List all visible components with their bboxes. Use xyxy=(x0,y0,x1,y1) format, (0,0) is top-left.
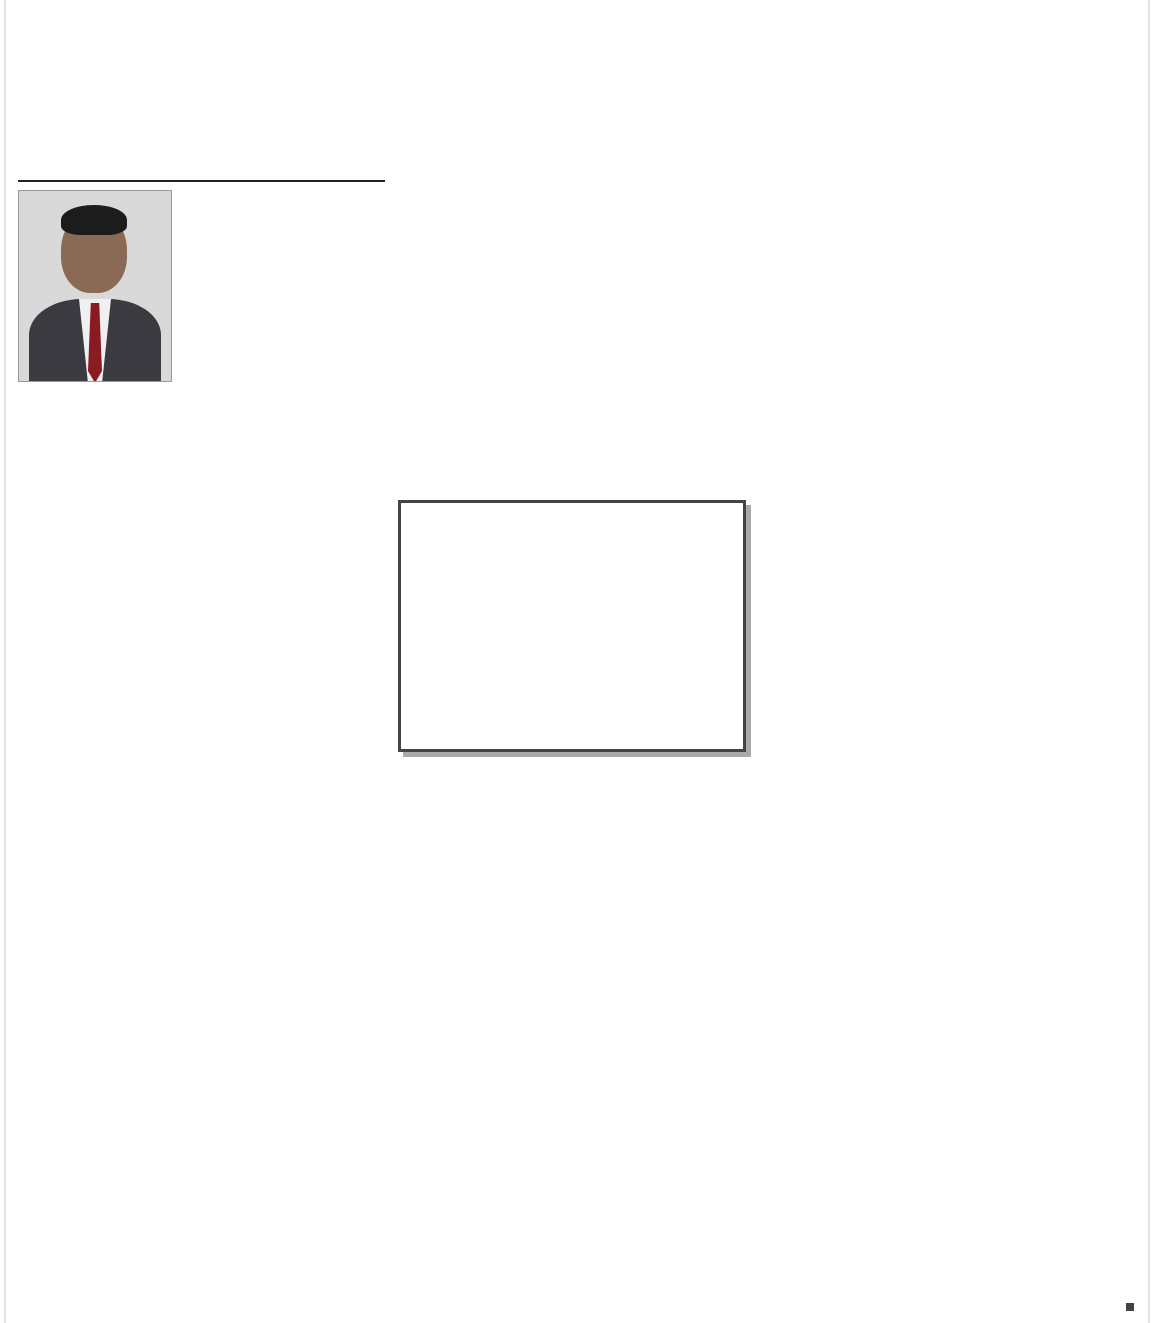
author-photo xyxy=(18,190,172,382)
square-bullet-icon xyxy=(1126,1303,1134,1311)
page-edge-left xyxy=(4,0,6,1323)
page-edge-right xyxy=(1148,0,1150,1323)
pull-quote-box xyxy=(398,500,746,752)
article-column-2-lower xyxy=(393,762,761,1294)
author-byline xyxy=(108,140,358,180)
article-column-3 xyxy=(768,124,1140,1288)
photo-hair-shape xyxy=(61,205,127,235)
article-column-1 xyxy=(18,182,385,1294)
article-column-2-upper xyxy=(393,124,761,508)
author-credit-line xyxy=(930,1296,1140,1318)
